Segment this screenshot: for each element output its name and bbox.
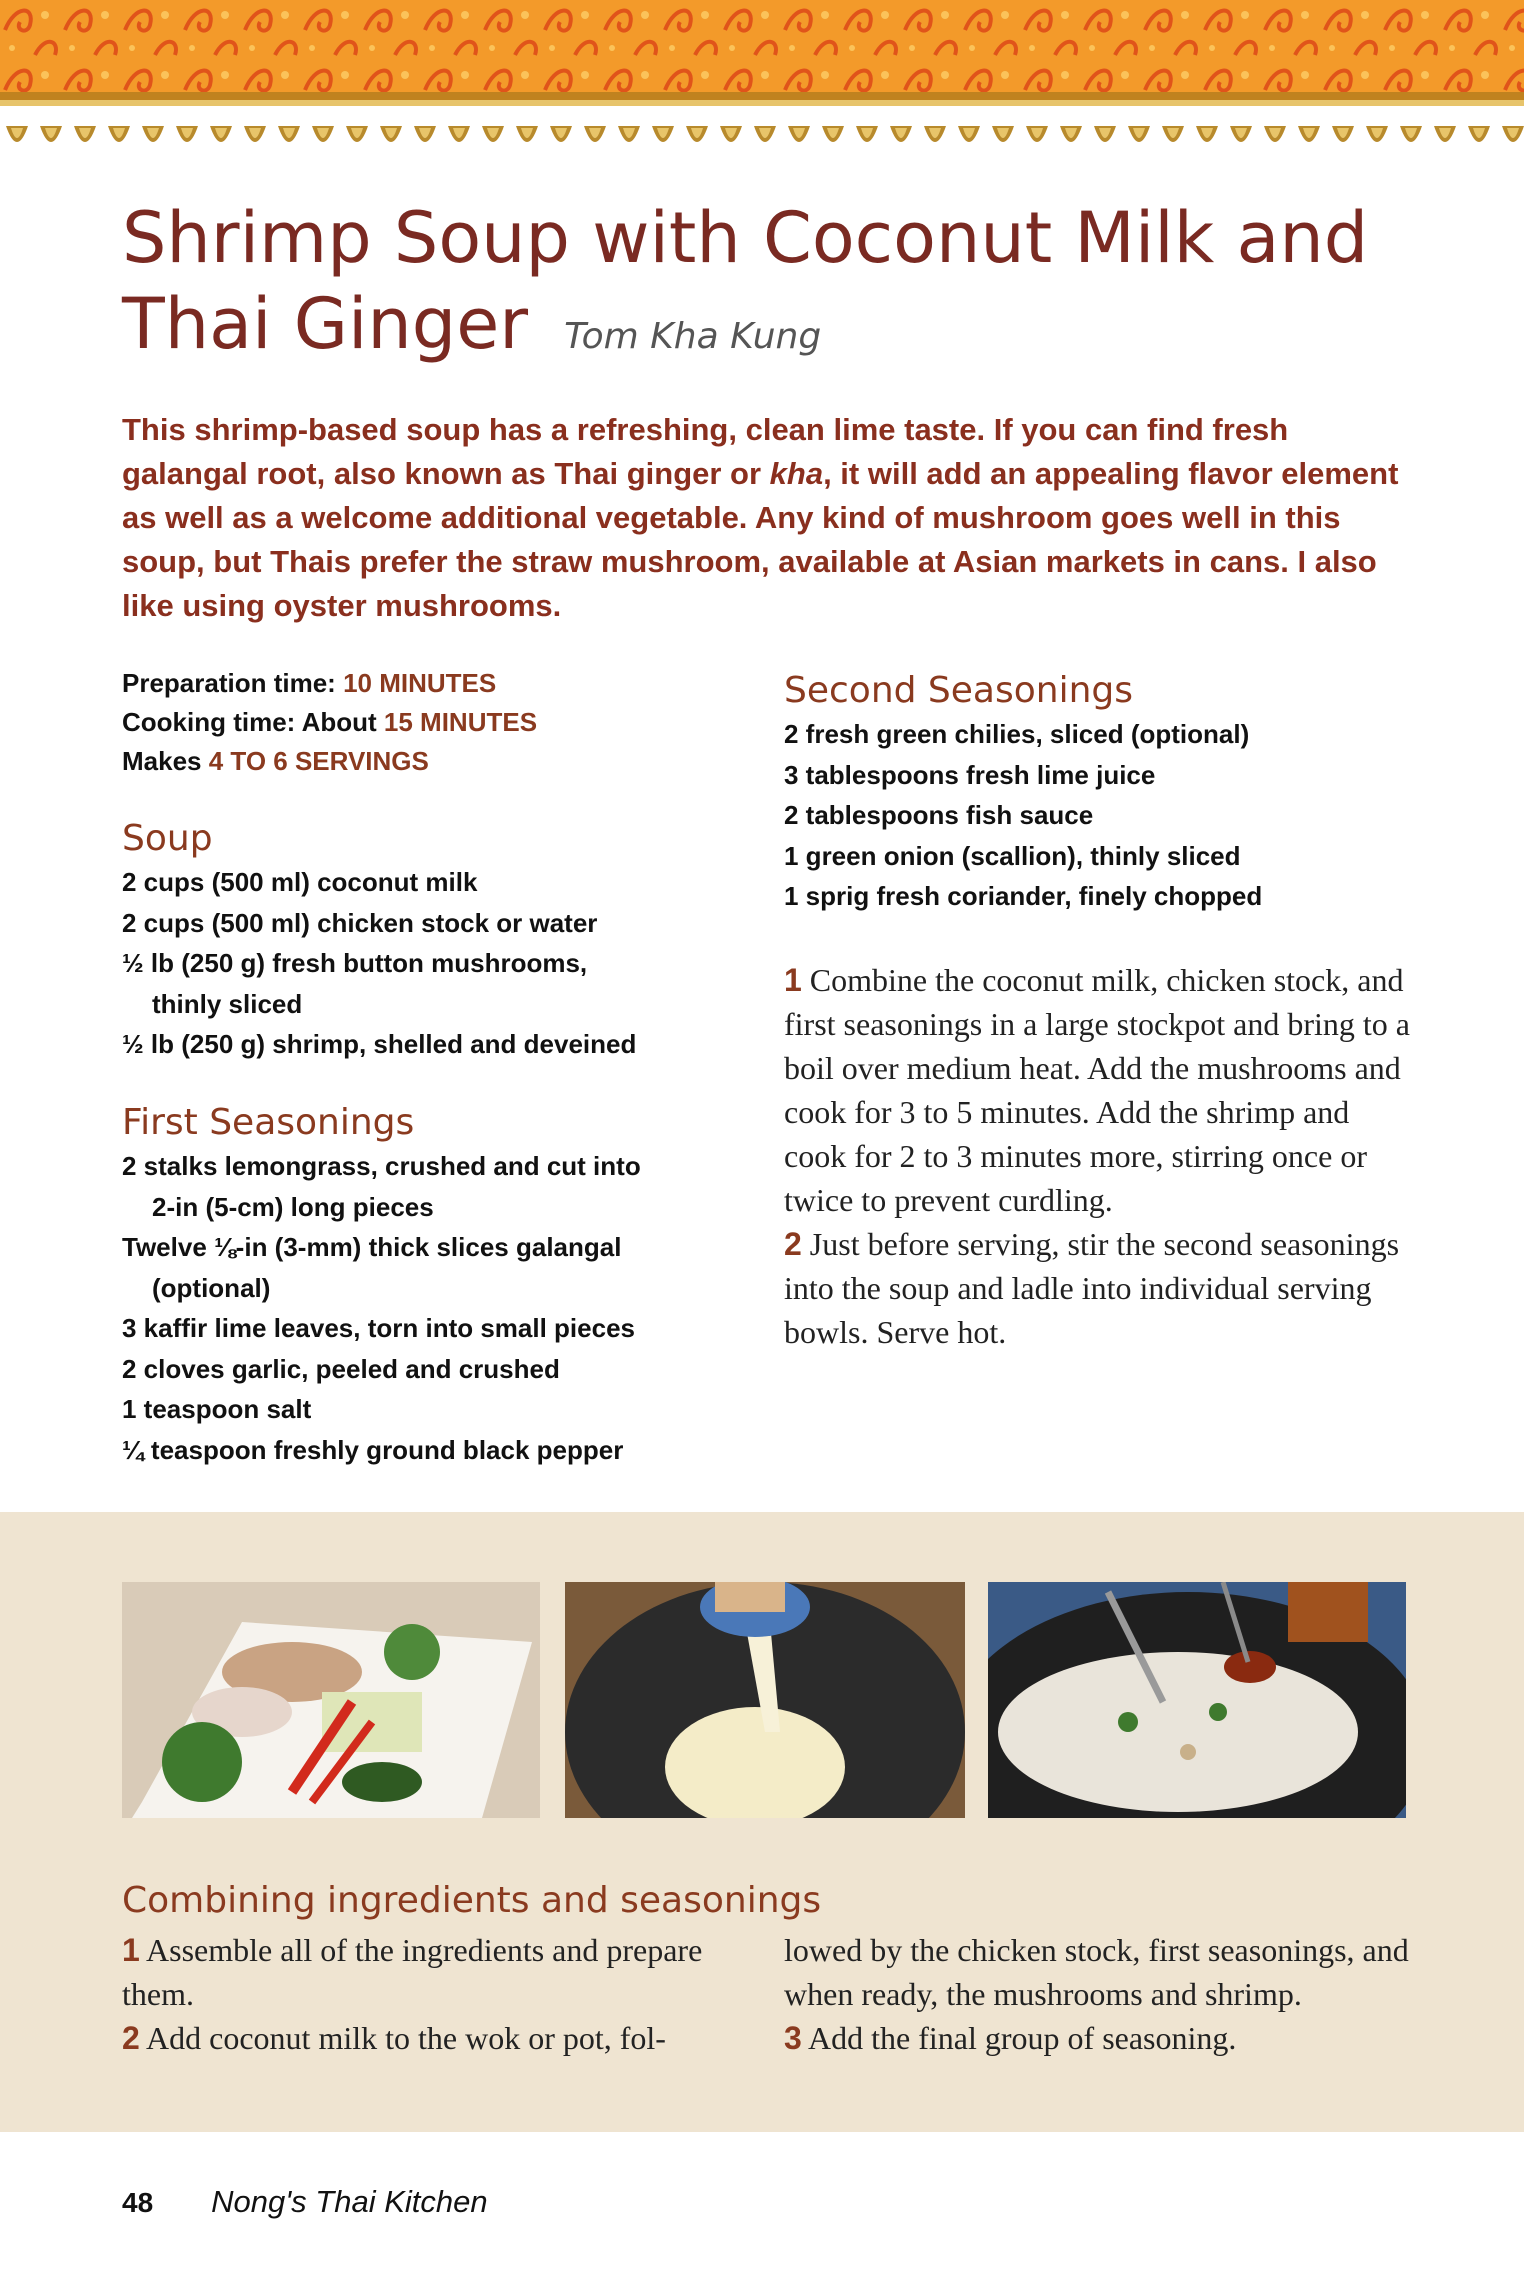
photo-pouring-coconut-milk [565,1582,965,1818]
photo-step-2-continued: lowed by the chicken stock, first seasonings, and when ready, the mushrooms and shrimp. [784,1932,1409,2012]
step-text: Combine the coconut milk, chicken stock, and first seasonings in a large stockpot and bring to a boil over medium heat. Add the mushrooms and cook for 3 to 5 minutes. Add the shrimp and cook for 2 to 3 minutes more, stirring once or twice to prevent curdling. [784,962,1410,1218]
method-step-2 [784,1222,1414,1354]
cook-label: Cooking time: About [122,707,384,737]
step-number: 2 [122,2020,140,2056]
makes-value: 4 TO 6 SERVINGS [208,746,429,776]
step-text: Add the final group of seasoning. [808,2020,1237,2056]
intro-text-b: , it will add an appealing flavor element as well as a welcome additional vegetable. Any kind of mushroom goes well in this soup, but Thais prefer the straw mushroom, available at Asian markets in cans. I also like using oyster mushrooms. [122,456,1399,623]
ingredient-item-continued: (optional) [152,1272,271,1303]
ingredient-item-continued: thinly sliced [152,988,303,1019]
title-line-1: Shrimp Soup with Coconut Milk and [122,197,1369,279]
ingredient-item-continued: 2-in (5-cm) long pieces [152,1191,434,1222]
ingredient-item: 1 teaspoon salt [122,1394,312,1424]
decorative-header-band [0,0,1524,148]
soup-heading: Soup [122,818,213,859]
recipe-title [122,195,1422,380]
photo-step-1 [122,1928,712,2016]
ingredient-item: 2 fresh green chilies, sliced (optional) [784,719,1250,749]
ingredient-item: 1 sprig fresh coriander, finely chopped [784,881,1263,911]
soup-ingredient-list [122,862,762,1065]
photo-adding-seasonings [988,1582,1406,1818]
step-text: Just before serving, stir the second seasonings into the soup and ladle into individual serving bowls. Serve hot. [784,1226,1400,1350]
first-seasonings-heading: First Seasonings [122,1102,415,1143]
photo-step-2-start [122,2016,722,2060]
intro-paragraph [122,408,1412,628]
second-seasonings-section [784,668,1424,917]
makes-label: Makes [122,746,209,776]
servings [122,742,762,781]
recipe-meta [122,664,762,781]
step-number: 1 [122,1932,140,1968]
ingredient-item: ½ lb (250 g) shrimp, shelled and deveined [122,1029,637,1059]
ingredient-item: 3 kaffir lime leaves, torn into small pieces [122,1313,635,1343]
page-number: 48 [122,2187,154,2218]
step-number: 1 [784,962,802,998]
photo-steps-left [122,1928,712,2016]
ingredient-item: 2 cloves garlic, peeled and crushed [122,1353,560,1384]
method-steps [784,958,1414,1354]
first-seasonings-section [122,1100,782,1470]
book-title: Nong's Thai Kitchen [211,2184,488,2219]
title-line-2: Thai Ginger [122,283,529,365]
ingredient-item: 3 tablespoons fresh lime juice [784,759,1156,790]
photo-ingredients [122,1582,540,1818]
photo-steps-right [784,1928,1414,2060]
step-number: 2 [784,1226,802,1262]
ingredient-item: 1 green onion (scallion), thinly sliced [784,840,1241,871]
page-footer [122,2184,488,2220]
photo-step-3 [784,2016,1414,2060]
second-seasonings-heading: Second Seasonings [784,670,1134,711]
prep-value: 10 MINUTES [343,668,497,698]
intro-text-a: This shrimp-based soup has a refreshing, clean lime taste. If you can find fresh galangal root, also known as Thai ginger or [122,412,1289,491]
ingredient-item: 2 stalks lemongrass, crushed and cut into [122,1151,641,1181]
cook-time [122,703,762,742]
ingredient-item: ¼ teaspoon freshly ground black pepper [122,1434,624,1465]
step-text-visible-start: Add coconut milk to the wok or pot, fol- [146,2020,666,2056]
first-seasonings-list [122,1146,782,1470]
ingredient-item: ½ lb (250 g) fresh button mushrooms, [122,948,588,978]
ingredient-item: 2 cups (500 ml) coconut milk [122,867,478,897]
method-step-1 [784,958,1414,1222]
ingredient-item: 2 cups (500 ml) chicken stock or water [122,907,598,938]
ingredient-item: 2 tablespoons fish sauce [784,800,1094,830]
step-text: Assemble all of the ingredients and prepare them. [122,1932,703,2012]
step-number: 3 [784,2020,802,2056]
intro-text-emphasis: kha [769,456,824,491]
soup-section [122,816,762,1065]
cook-value: 15 MINUTES [383,707,538,737]
prep-time [122,664,762,703]
ingredient-item: Twelve ⅛-in (3-mm) thick slices galangal [122,1232,622,1262]
second-seasonings-list [784,714,1424,917]
prep-label: Preparation time: [122,668,344,698]
recipe-thai-name: Tom Kha Kung [564,316,822,357]
photos-heading: Combining ingredients and seasonings [122,1880,822,1921]
